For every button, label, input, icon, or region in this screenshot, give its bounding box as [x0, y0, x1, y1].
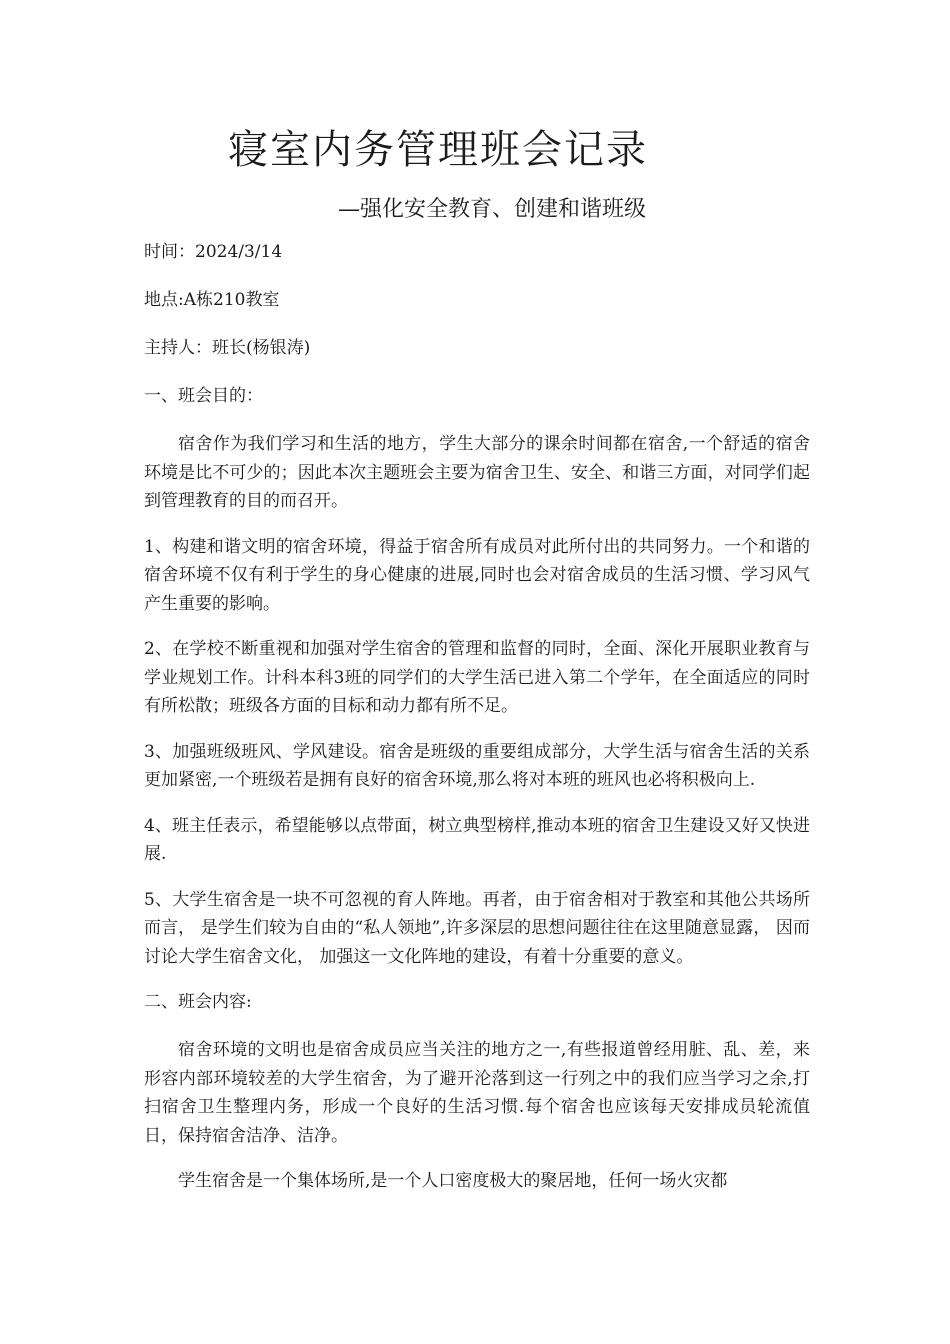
document-body [144, 238, 810, 1213]
content-paragraph-2: 学生宿舍是一个集体场所,是一个人口密度极大的聚居地，任何一场火灾都 [178, 1171, 728, 1191]
meeting-location: 地点:A栋210教室 [144, 290, 280, 310]
section-heading-purpose: 一、班会目的： [144, 386, 263, 406]
purpose-point-5: 5、大学生宿舍是一块不可忽视的育人阵地。再者，由于宿舍相对于教室和其他公共场所而言， 是学生们较为自由的“私人领地”,许多深层的思想问题往往在这里随意显露， 因而讨论大学生宿舍文化， 加强这一文化阵地的建设，有着十分重要的意义。 [144, 889, 810, 967]
meeting-host: 主持人：班长(杨银涛) [144, 338, 311, 358]
purpose-point-2: 2、在学校不断重视和加强对学生宿舍的管理和监督的同时，全面、深化开展职业教育与学业规划工作。计科本科3班的同学们的大学生活已进入第二个学年，在全面适应的同时有所松散；班级各方面的目标和动力都有所不足。 [144, 639, 810, 716]
purpose-point-3: 3、加强班级班风、学风建设。宿舍是班级的重要组成部分，大学生活与宿舍生活的关系更加紧密,一个班级若是拥有良好的宿舍环境,那么将对本班的班风也必将积极向上. [144, 741, 810, 790]
document-subtitle: —强化安全教育、创建和谐班级 [338, 197, 647, 222]
purpose-point-4: 4、班主任表示，希望能够以点带面，树立典型榜样,推动本班的宿舍卫生建设又好又快进展. [144, 815, 810, 864]
purpose-point-1: 1、构建和谐文明的宿舍环境，得益于宿舍所有成员对此所付出的共同努力。一个和谐的宿舍环境不仅有利于学生的身心健康的进展,同时也会对宿舍成员的生活习惯、学习风气产生重要的影响。 [144, 536, 810, 614]
document-title: 寝室内务管理班会记录 [228, 127, 648, 173]
content-paragraph-1: 宿舍环境的文明也是宿舍成员应当关注的地方之一,有些报道曾经用脏、乱、差，来形容内部环境较差的大学生宿舍，为了避开沦落到这一行列之中的我们应当学习之余,打扫宿舍卫生整理内务，形成一个良好的生活习惯.每个宿舍也应该每天安排成员轮流值日，保持宿舍洁净、洁净。 [144, 1040, 810, 1146]
section-heading-content: 二、班会内容: [144, 992, 252, 1012]
meeting-time: 时间：2024/3/14 [144, 242, 283, 262]
purpose-intro-paragraph: 宿舍作为我们学习和生活的地方，学生大部分的课余时间都在宿舍,一个舒适的宿舍环境是比不可少的；因此本次主题班会主要为宿舍卫生、安全、和谐三方面，对同学们起到管理教育的目的而召开。 [144, 434, 810, 511]
